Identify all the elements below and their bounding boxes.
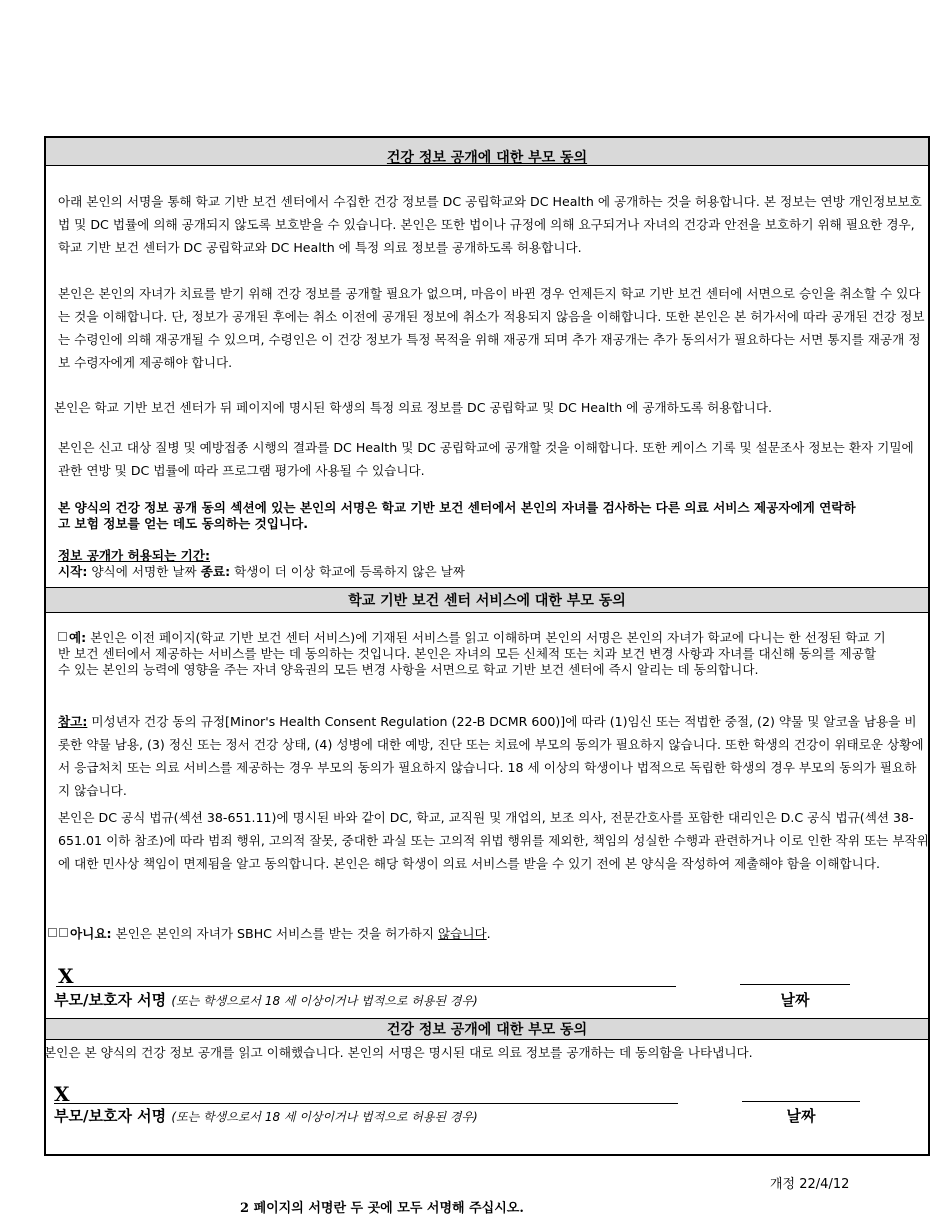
end-label: 종료: [200,564,231,579]
section1-para4: 본인은 신고 대상 질병 및 예방접종 시행의 결과를 DC Health 및 DC 공립학교에 공개할 것을 이해합니다. 또한 케이스 기록 및 설문조사 정보는 환자 기밀에 관한 연방 및 DC 법률에 따라 프로그램 평가에 사용될 수 있습니다. [58,440,914,478]
signature-label-1 [54,989,478,1010]
section1-title: 건강 정보 공개에 대한 부모 동의 [386,150,588,166]
date-label-1: 날짜 [780,991,810,1009]
signature-x-1: X [58,964,74,988]
yes-option [58,630,888,678]
end-text: 학생이 더 이상 학교에 등록하지 않은 날짜 [234,564,465,579]
no-checkbox-1[interactable] [48,928,57,937]
note-text: 미성년자 건강 동의 규정[Minor's Health Consent Regulation (22-B DCMR 600)]에 따라 (1)임신 또는 적법한 중절, (2) 약물 및 알코올 남용을 비롯한 약물 남용, (3) 정신 또는 정서 건강 상태, (4) 성병에 대한 예방, 진단 또는 치료에 부모의 동의가 필요하지 않습니다. 또한 학생의 건강이 위태로운 상황에서 응급처치 또는 의료 서비스를 제공하는 경우 부모의 동의가 필요하지 않습니다. 18 세 이상의 학생이나 법적으로 독립한 학생의 경우 부모의 동의가 필요하지 않습니다. [58,714,924,798]
signature-label-2 [54,1105,478,1126]
section2-title: 학교 기반 보건 센터 서비스에 대한 부모 동의 [348,593,626,609]
date-line-1[interactable] [740,984,850,985]
section3-header [46,1018,928,1040]
no-label: 아니요: [70,926,112,941]
release-period-title: 정보 공개가 허용되는 기간: [58,548,211,563]
section1-para3: 본인은 학교 기반 보건 센터가 뒤 페이지에 명시된 학생의 특정 의료 정보를 DC 공립학교 및 DC Health 에 공개하도록 허용합니다. [54,400,773,415]
consent-form-frame [44,136,930,1156]
signature-line-2[interactable] [54,1103,678,1104]
section3-title: 건강 정보 공개에 대한 부모 동의 [386,1022,588,1038]
revision-date: 개정 22/4/12 [770,1177,850,1192]
no-text: 본인은 본인의 자녀가 SBHC 서비스를 받는 것을 허가하지 [115,926,434,941]
section2-header [46,587,928,613]
signature-note-1: (또는 학생으로서 18 세 이상이거나 법적으로 허용된 경우) [171,994,478,1008]
date-label-2: 날짜 [786,1107,816,1125]
section1-header [46,138,928,166]
no-checkbox-2[interactable] [59,928,68,937]
yes-checkbox[interactable] [58,632,67,641]
signature-x-2: X [54,1082,70,1106]
no-option: 아니요: 본인은 본인의 자녀가 SBHC 서비스를 받는 것을 허가하지 않습니다. [48,922,918,945]
release-period [58,548,926,580]
signature-label-1-text: 부모/보호자 서명 [54,991,167,1009]
section1-para1: 아래 본인의 서명을 통해 학교 기반 보건 센터에서 수집한 건강 정보를 DC 공립학교와 DC Health 에 공개하는 것을 허용합니다. 본 정보는 연방 개인정보보호법 및 DC 법률에 의해 공개되지 않도록 보호받을 수 있습니다. 본인은 또한 법이나 규정에 의해 요구되거나 자녀의 건강과 안전을 보호하기 위해 필요한 경우, 학교 기반 보건 센터가 DC 공립학교와 DC Health 에 특정 의료 정보를 공개하도록 허용합니다. [58,194,922,255]
section1-para2: 본인은 본인의 자녀가 치료를 받기 위해 건강 정보를 공개할 필요가 없으며, 마음이 바뀐 경우 언제든지 학교 기반 보건 센터에 서면으로 승인을 취소할 수 있다는 것을 이해합니다. 단, 정보가 공개된 후에는 취소 이전에 공개된 정보에 취소가 적용되지 않음을 이해합니다. 또한 본인은 본 허가서에 따라 공개된 건강 정보는 수령인에 의해 재공개될 수 있으며, 수령인은 이 건강 정보가 특정 목적을 위해 재공개 되며 추가 재공개는 추가 동의서가 필요하다는 서면 통지를 재공개 정보 수령자에게 제공해야 합니다. [58,286,925,370]
section1-bold-para: 본 양식의 건강 정보 공개 동의 섹션에 있는 본인의 서명은 학교 기반 보건 센터에서 본인의 자녀를 검사하는 다른 의료 서비스 제공자에게 연락하고 보험 정보를 얻는 데도 동의하는 것입니다. [58,500,856,531]
signature-label-2-text: 부모/보호자 서명 [54,1107,167,1125]
yes-label: 예: [69,630,87,645]
section3-text: 본인은 본 양식의 건강 정보 공개를 읽고 이해했습니다. 본인의 서명은 명시된 대로 의료 정보를 공개하는 데 동의함을 나타냅니다. [44,1045,753,1060]
start-text: 양식에 서명한 날짜 [91,564,197,579]
liability-paragraph: 본인은 DC 공식 법규(섹션 38-651.11)에 명시된 바와 같이 DC, 학교, 교직원 및 개업의, 보조 의사, 전문간호사를 포함한 대리인은 D.C 공식 법규(섹션 38-651.01 이하 참조)에 따라 범죄 행위, 고의적 잘못, 중대한 과실 또는 고의적 위법 행위를 제외한, 책임의 성실한 수행과 관련하거나 이로 인한 작위 또는 부작위에 대한 민사상 책임이 면제됨을 알고 동의합니다. 본인은 해당 학생이 의료 서비스를 받을 수 있기 전에 본 양식을 작성하여 제출해야 함을 이해합니다. [58,810,929,871]
date-line-2[interactable] [742,1101,860,1102]
signature-note-2: (또는 학생으로서 18 세 이상이거나 법적으로 허용된 경우) [171,1110,478,1124]
signature-line-1[interactable] [56,986,676,987]
yes-text: 본인은 이전 페이지(학교 기반 보건 센터 서비스)에 기재된 서비스를 읽고 이해하며 본인의 서명은 본인의 자녀가 학교에 다니는 한 선정된 학교 기반 보건 센터에서 제공하는 서비스를 받는 데 동의하는 것입니다. 본인은 자녀의 모든 신체적 또는 치과 보건 변경 사항과 자녀를 대신해 동의를 제공할 수 있는 본인의 능력에 영향을 주는 자녀 양육권의 모든 변경 사항을 서면으로 학교 기반 보건 센터에 즉시 알리는 데 동의합니다. [58,630,886,677]
note-paragraph [58,710,928,802]
no-text-underlined: 않습니다 [437,926,487,941]
start-label: 시작: [58,564,88,579]
note-label: 참고: [58,714,88,729]
footer-note: 2 페이지의 서명란 두 곳에 모두 서명해 주십시오. [240,1201,524,1216]
